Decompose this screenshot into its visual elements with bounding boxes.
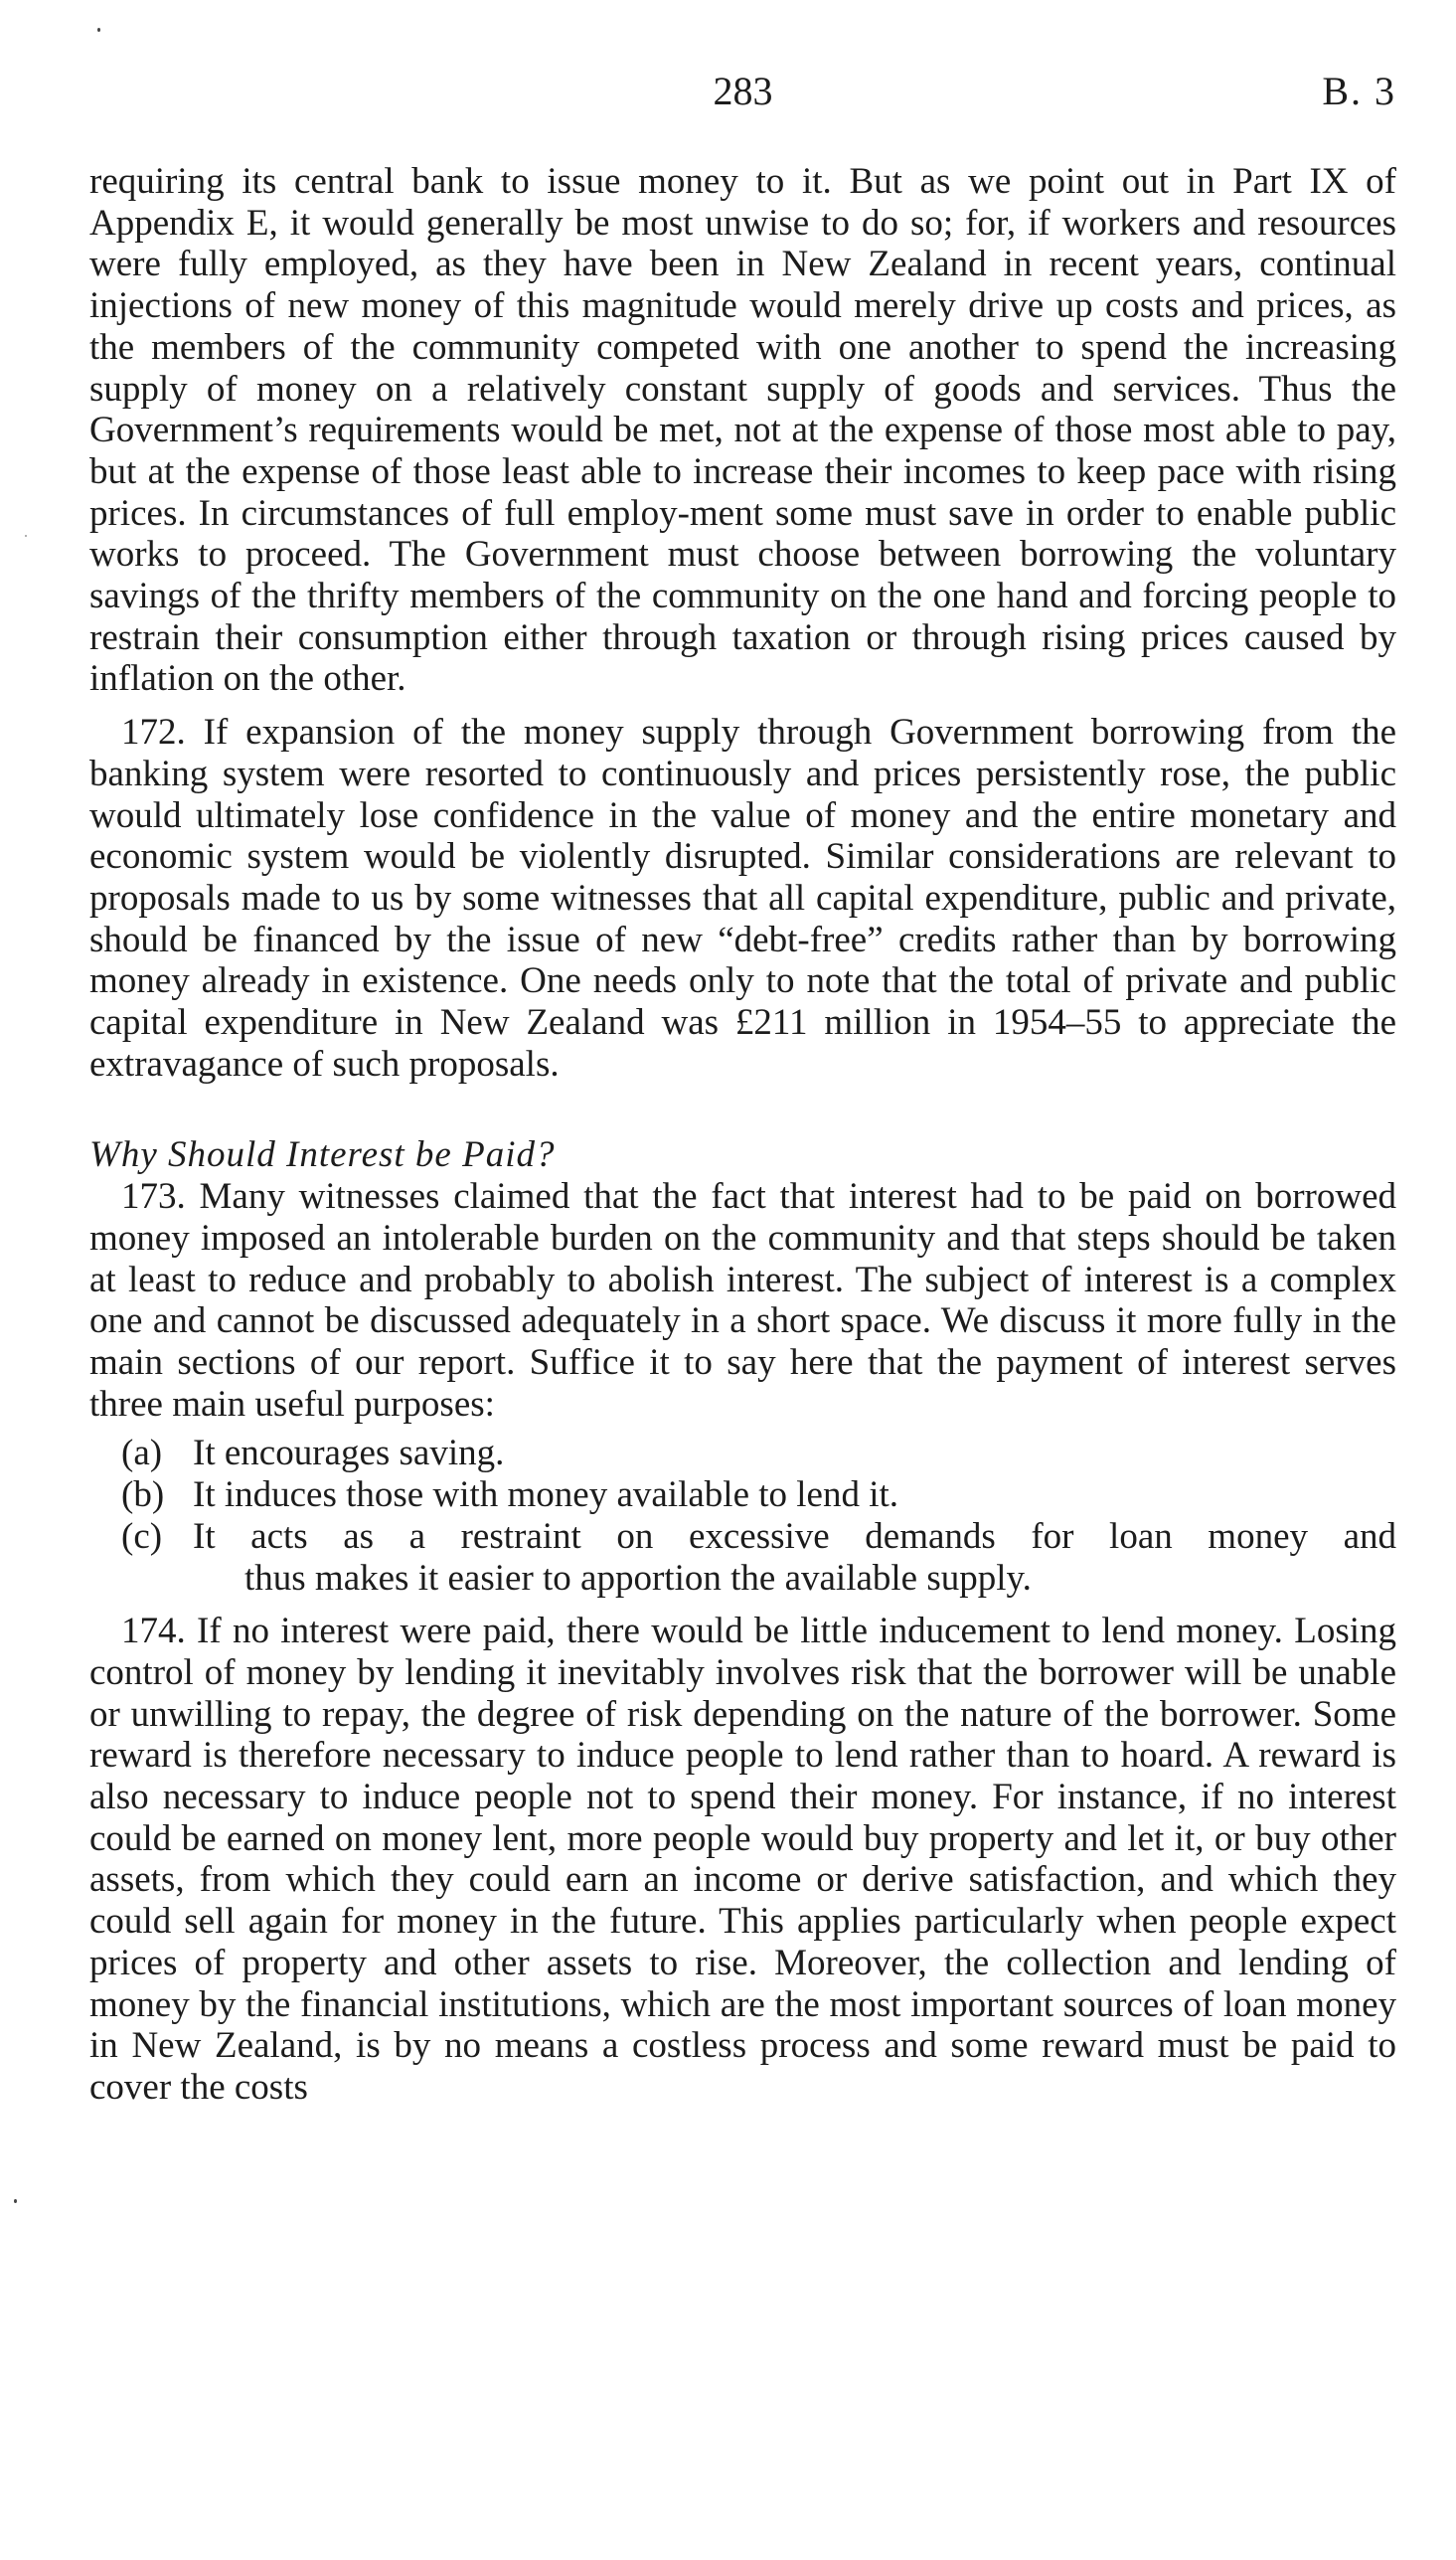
list-item-text: It encourages saving.: [193, 1433, 505, 1474]
section-heading: Why Should Interest be Paid?: [89, 1134, 556, 1176]
list-item-text-line: It acts as a restraint on excessive demands for loan money and: [193, 1515, 1396, 1557]
list-item-text: It induces those with money available to lend it.: [193, 1474, 899, 1516]
scan-speck: [25, 535, 27, 537]
paragraph-174: 174. If no interest were paid, there would be little inducement to lend money. Losing control of money by lending it inevitably involves risk that the borrower will be unable or unwilling to repay, the degree of risk depending on the nature of the borrower. Some reward is therefore necessary to induce people to lend rather than to hoard. A reward is also necessary to induce people not to spend their money. For instance, if no interest could be earned on money lent, more people would buy property and let it, or buy other assets, from which they could earn an income or derive satisfaction, and which they could sell again for money in the future. This applies particularly when people expect prices of property and other assets to rise. Moreover, the collection and lending of money by the financial institutions, which are the most important sources of loan money in New Zealand, is by no means a costless process and some reward must be paid to cover the costs: [89, 1611, 1396, 2108]
paragraph-172: 172. If expansion of the money supply through Government borrowing from the banking system were resorted to continuously and prices persistently rose, the public would ultimately lose confidence in the value of money and the entire monetary and economic system would be violently disrupted. Similar considerations are relevant to proposals made to us by some witnesses that all capital expenditure, public and private, should be financed by the issue of new “debt-free” credits rather than by borrowing money already in existence. One needs only to note that the total of private and public capital expenditure in New Zealand was £211 million in 1954–55 to appreciate the extravagance of such proposals.: [89, 712, 1396, 1085]
scan-speck: [14, 2199, 17, 2203]
purposes-list: [89, 1433, 1396, 1599]
page-header: [89, 62, 1396, 121]
scan-speck: [97, 28, 100, 32]
list-item: [89, 1474, 1396, 1516]
page-number: 283: [713, 69, 773, 113]
list-item: [89, 1516, 1396, 1599]
list-marker: (b): [121, 1474, 165, 1516]
list-item-text: [193, 1516, 1396, 1599]
paragraph-173: 173. Many witnesses claimed that the fact that interest had to be paid on borrowed money imposed an intolerable burden on the community and that steps should be taken at least to reduce and probably to abolish interest. The subject of interest is a complex one and cannot be discussed adequately in a short space. We discuss it more fully in the main sections of our report. Suffice it to say here that the payment of interest serves three main useful purposes:: [89, 1176, 1396, 1425]
body-text: [89, 161, 1396, 2109]
document-reference: B. 3: [1322, 69, 1396, 113]
paragraph-171-continued: requiring its central bank to issue money to it. But as we point out in Part IX of Appendix E, it would generally be most unwise to do so; for, if workers and resources were fully employed, as they have been in New Zealand in recent years, continual injections of new money of this magnitude would merely drive up costs and prices, as the members of the community competed with one another to spend the increasing supply of money on a relatively constant supply of goods and services. Thus the Government’s requirements would be met, not at the expense of those most able to pay, but at the expense of those least able to increase their incomes to keep pace with rising prices. In circumstances of full employ-ment some must save in order to enable public works to proceed. The Government must choose between borrowing the voluntary savings of the thrifty members of the community on the one hand and forcing people to restrain their consumption either through taxation or through rising prices caused by inflation on the other.: [89, 161, 1396, 700]
list-marker: (c): [121, 1515, 163, 1557]
list-marker: (a): [121, 1433, 163, 1474]
list-item-continuation: thus makes it easier to apportion the available supply.: [244, 1557, 1032, 1599]
list-item: [89, 1433, 1396, 1474]
